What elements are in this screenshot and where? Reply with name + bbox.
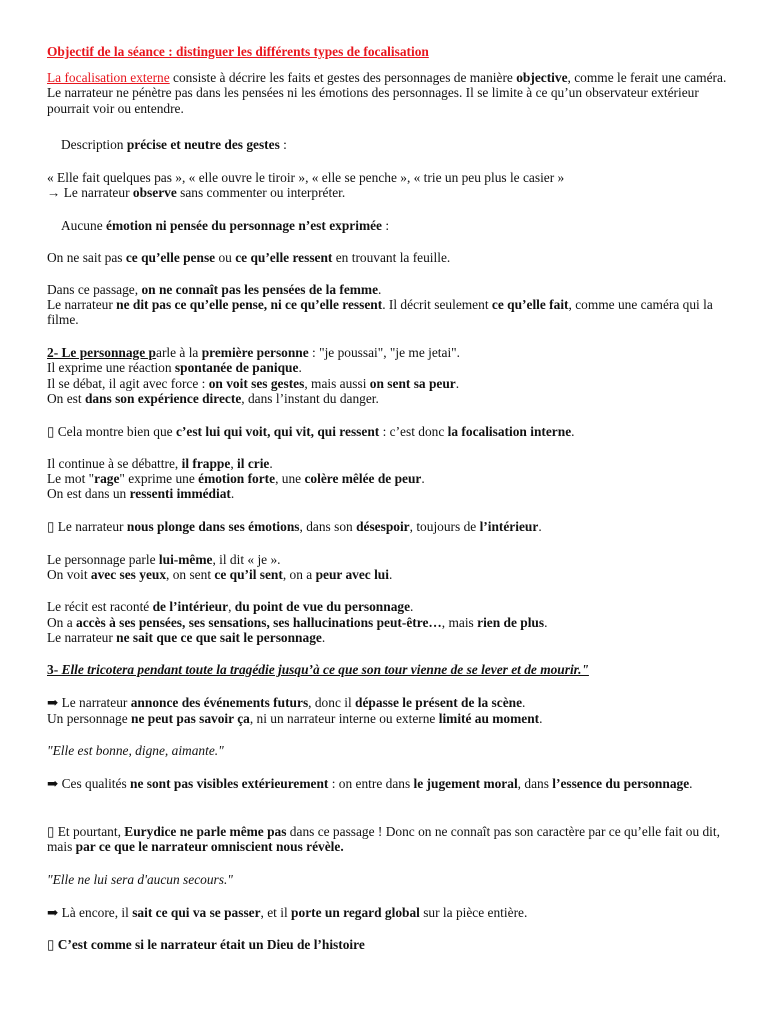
text-run: . bbox=[538, 519, 542, 534]
paragraph bbox=[47, 376, 727, 391]
text-run: On est bbox=[47, 391, 85, 406]
text-run: Et pourtant, bbox=[54, 824, 125, 839]
text-run: il crie bbox=[237, 456, 270, 471]
paragraph bbox=[47, 695, 727, 710]
text-run: c’est lui qui voit, qui vit, qui ressent bbox=[175, 424, 380, 439]
missing-glyph-icon: ▯ bbox=[47, 937, 55, 952]
paragraph bbox=[47, 872, 727, 887]
text-run: ou bbox=[215, 250, 236, 265]
text-run: Aucune bbox=[61, 218, 106, 233]
missing-glyph-icon: ▯ bbox=[47, 424, 55, 439]
text-run: limité au moment bbox=[438, 711, 540, 726]
text-run: lui-même bbox=[158, 552, 213, 567]
paragraph bbox=[47, 282, 727, 297]
text-run: consiste à décrire les faits et gestes des personnages de manière bbox=[169, 70, 517, 85]
text-run: ce qu’elle fait bbox=[491, 297, 569, 312]
arrow-right-icon: ➡ bbox=[47, 776, 59, 791]
text-run: « Elle fait quelques pas », « elle ouvre le tiroir », « elle se penche », « trie un peu plus le casier » bbox=[47, 170, 565, 185]
missing-glyph-icon: ▯ bbox=[47, 824, 55, 839]
text-run: du point de vue du personnage bbox=[234, 599, 411, 614]
paragraph bbox=[47, 937, 727, 952]
text-run: porte un regard global bbox=[291, 905, 420, 920]
text-run: on voit ses gestes bbox=[208, 376, 305, 391]
text-run: On ne sait pas bbox=[47, 250, 126, 265]
text-run: Un personnage bbox=[47, 711, 132, 726]
text-run: "Elle est bonne, digne, aimante." bbox=[47, 743, 224, 758]
text-run: . bbox=[321, 630, 326, 645]
text-run: . bbox=[571, 424, 575, 439]
text-run: ce qu’elle ressent bbox=[235, 250, 333, 265]
paragraph bbox=[47, 905, 727, 920]
text-run: désespoir bbox=[356, 519, 410, 534]
paragraph bbox=[47, 662, 727, 677]
text-run: 3- bbox=[47, 662, 62, 677]
text-run: ne dit pas ce qu’elle pense, ni ce qu’elle ressent bbox=[116, 297, 383, 312]
paragraph bbox=[47, 137, 741, 152]
text-run: , bbox=[230, 456, 238, 471]
text-run: , une bbox=[275, 471, 305, 486]
text-run: dans ce passage ! Donc on ne connaît pas son caractère par ce qu’elle fait ou dit, mais bbox=[47, 824, 720, 855]
text-run: par ce que le narrateur omniscient nous révèle. bbox=[75, 839, 344, 855]
text-run: . bbox=[230, 486, 235, 501]
page-title: Objectif de la séance : distinguer les différents types de focalisation bbox=[47, 44, 429, 59]
text-run: émotion ni pensée du personnage n’est exprimée bbox=[106, 218, 382, 233]
text-run: 2- Le personnage p bbox=[47, 345, 156, 360]
text-run: . bbox=[539, 711, 543, 726]
text-run: sait ce qui va se passer bbox=[132, 905, 261, 920]
text-run: , dans son bbox=[299, 519, 357, 534]
paragraph bbox=[47, 471, 727, 486]
text-run: ne sait que ce que sait le personnage bbox=[116, 630, 322, 645]
text-run: On voit bbox=[47, 567, 91, 582]
text-run: Dans ce passage, bbox=[47, 282, 142, 297]
text-run: : bbox=[279, 137, 287, 152]
text-run: , mais aussi bbox=[304, 376, 370, 391]
text-run: l’essence du personnage bbox=[552, 776, 690, 791]
text-run: ce qu’il sent bbox=[214, 567, 283, 582]
text-run: on sent sa peur bbox=[369, 376, 456, 391]
text-run: Description bbox=[61, 137, 127, 152]
text-run: : on entre dans bbox=[328, 776, 414, 791]
paragraph bbox=[47, 218, 741, 233]
text-run: Le narrateur bbox=[54, 519, 127, 534]
paragraph bbox=[47, 824, 727, 855]
text-run: dépasse le présent de la scène bbox=[355, 695, 523, 710]
paragraph bbox=[47, 486, 727, 501]
text-run: Le récit est raconté bbox=[47, 599, 153, 614]
text-run: . bbox=[269, 456, 273, 471]
paragraph bbox=[47, 424, 727, 439]
text-run: Eurydice ne parle même pas bbox=[124, 824, 287, 839]
text-run: accès à ses pensées, ses sensations, ses hallucinations peut-être… bbox=[76, 615, 442, 630]
missing-glyph-icon: ▯ bbox=[47, 519, 55, 534]
text-run: peur avec lui bbox=[315, 567, 389, 582]
text-run: , ni un narrateur interne ou externe bbox=[249, 711, 439, 726]
paragraph bbox=[47, 170, 727, 185]
text-run: Le narrateur bbox=[58, 695, 131, 710]
text-run: , dans l’instant du danger. bbox=[241, 391, 379, 406]
text-run: " exprime une bbox=[119, 471, 199, 486]
text-run: l’intérieur bbox=[479, 519, 539, 534]
text-run: "Elle ne lui sera d'aucun secours." bbox=[47, 872, 233, 887]
text-run: Là encore, il bbox=[58, 905, 133, 920]
text-run: ne sont pas visibles extérieurement bbox=[130, 776, 329, 791]
text-run: il frappe bbox=[181, 456, 231, 471]
text-run: . bbox=[522, 695, 526, 710]
text-run: C’est comme si le narrateur était un Dieu de l’histoire bbox=[54, 937, 365, 952]
paragraph bbox=[47, 615, 727, 630]
text-run: , dans bbox=[517, 776, 553, 791]
paragraph bbox=[47, 630, 727, 645]
text-run: la focalisation interne bbox=[447, 424, 572, 439]
text-run: , mais bbox=[441, 615, 478, 630]
paragraph bbox=[47, 599, 727, 614]
text-run: : "je poussai", "je me jetai". bbox=[308, 345, 460, 360]
text-run: observe bbox=[132, 185, 177, 200]
text-run: Cela montre bien que bbox=[54, 424, 176, 439]
paragraph bbox=[47, 743, 727, 758]
paragraph bbox=[47, 456, 727, 471]
text-run: nous plonge dans ses émotions bbox=[126, 519, 300, 534]
text-run: Elle tricotera pendant toute la tragédie jusqu’à ce que son tour vienne de se lever et de mourir." bbox=[61, 662, 589, 677]
text-run: sans commenter ou interpréter. bbox=[176, 185, 346, 200]
text-run: . bbox=[544, 615, 548, 630]
text-run: dans son expérience directe bbox=[84, 391, 242, 406]
text-run: . bbox=[388, 567, 393, 582]
text-run: précise et neutre des gestes bbox=[126, 137, 280, 152]
text-run: première personne bbox=[201, 345, 309, 360]
text-run: émotion forte bbox=[198, 471, 276, 486]
paragraph bbox=[47, 70, 727, 116]
text-run: , donc il bbox=[308, 695, 356, 710]
paragraph bbox=[47, 250, 727, 265]
text-run: en trouvant la feuille. bbox=[332, 250, 451, 265]
paragraph bbox=[47, 711, 727, 726]
arrow-icon: → bbox=[47, 185, 61, 200]
paragraph bbox=[47, 552, 727, 567]
paragraph bbox=[47, 185, 727, 200]
paragraph bbox=[47, 391, 727, 406]
text-run: spontanée de panique bbox=[174, 360, 299, 375]
text-run: On a bbox=[47, 615, 77, 630]
text-run: , comme une caméra qui la filme. bbox=[47, 297, 713, 328]
text-run: colère mêlée de peur bbox=[304, 471, 422, 486]
text-run: avec ses yeux bbox=[90, 567, 167, 582]
text-run: rage bbox=[94, 471, 120, 486]
text-run: . bbox=[455, 376, 460, 391]
text-run: , on a bbox=[282, 567, 316, 582]
text-run: on ne connaît pas les pensées de la femme bbox=[141, 282, 379, 297]
text-run: : c’est donc bbox=[379, 424, 448, 439]
text-run: Il continue à se débattre, bbox=[47, 456, 182, 471]
text-run: Il exprime une réaction bbox=[47, 360, 175, 375]
text-run: ne peut pas savoir ça bbox=[131, 711, 250, 726]
text-run: , comme le ferait une caméra. Le narrateur ne pénètre pas dans les pensées ni les émotions des personnages. Il se limite à ce qu’un observateur extérieur pourrait voir ou entendre. bbox=[47, 70, 727, 116]
text-run: , bbox=[228, 599, 235, 614]
paragraph bbox=[47, 345, 727, 360]
text-run: Le narrateur bbox=[47, 630, 117, 645]
paragraph bbox=[47, 297, 727, 328]
text-run: ce qu’elle pense bbox=[125, 250, 216, 265]
text-run: , toujours de bbox=[409, 519, 480, 534]
text-run: , on sent bbox=[166, 567, 215, 582]
text-run: . bbox=[421, 471, 425, 486]
text-run: de l’intérieur bbox=[152, 599, 229, 614]
text-run: : bbox=[381, 218, 390, 233]
text-run: . Il décrit seulement bbox=[382, 297, 492, 312]
text-run: le jugement moral bbox=[413, 776, 518, 791]
text-run: Le mot " bbox=[47, 471, 95, 486]
text-run: Ces qualités bbox=[58, 776, 131, 791]
arrow-right-icon: ➡ bbox=[47, 905, 59, 920]
paragraph bbox=[47, 519, 727, 534]
text-run: , et il bbox=[260, 905, 292, 920]
text-run: , il dit « je ». bbox=[212, 552, 281, 567]
text-run: annonce des événements futurs bbox=[130, 695, 309, 710]
text-run: Le personnage parle bbox=[47, 552, 159, 567]
text-run: La focalisation externe bbox=[47, 70, 170, 85]
paragraph bbox=[47, 776, 727, 791]
text-run: sur la pièce entière. bbox=[419, 905, 528, 920]
text-run: . bbox=[689, 776, 693, 791]
text-run: . bbox=[378, 282, 382, 297]
text-run: ressenti immédiat bbox=[129, 486, 231, 501]
text-run: . bbox=[298, 360, 302, 375]
arrow-right-icon: ➡ bbox=[47, 695, 59, 710]
paragraph bbox=[47, 567, 727, 582]
text-run: On est dans un bbox=[47, 486, 130, 501]
text-run: arle à la bbox=[156, 345, 202, 360]
paragraph bbox=[47, 360, 727, 375]
text-run: . bbox=[410, 599, 414, 614]
text-run: rien de plus bbox=[477, 615, 545, 630]
text-run: objective bbox=[516, 70, 568, 85]
text-run: Il se débat, il agit avec force : bbox=[47, 376, 209, 391]
text-run: Le narrateur bbox=[60, 185, 133, 200]
text-run: Le narrateur bbox=[47, 297, 117, 312]
